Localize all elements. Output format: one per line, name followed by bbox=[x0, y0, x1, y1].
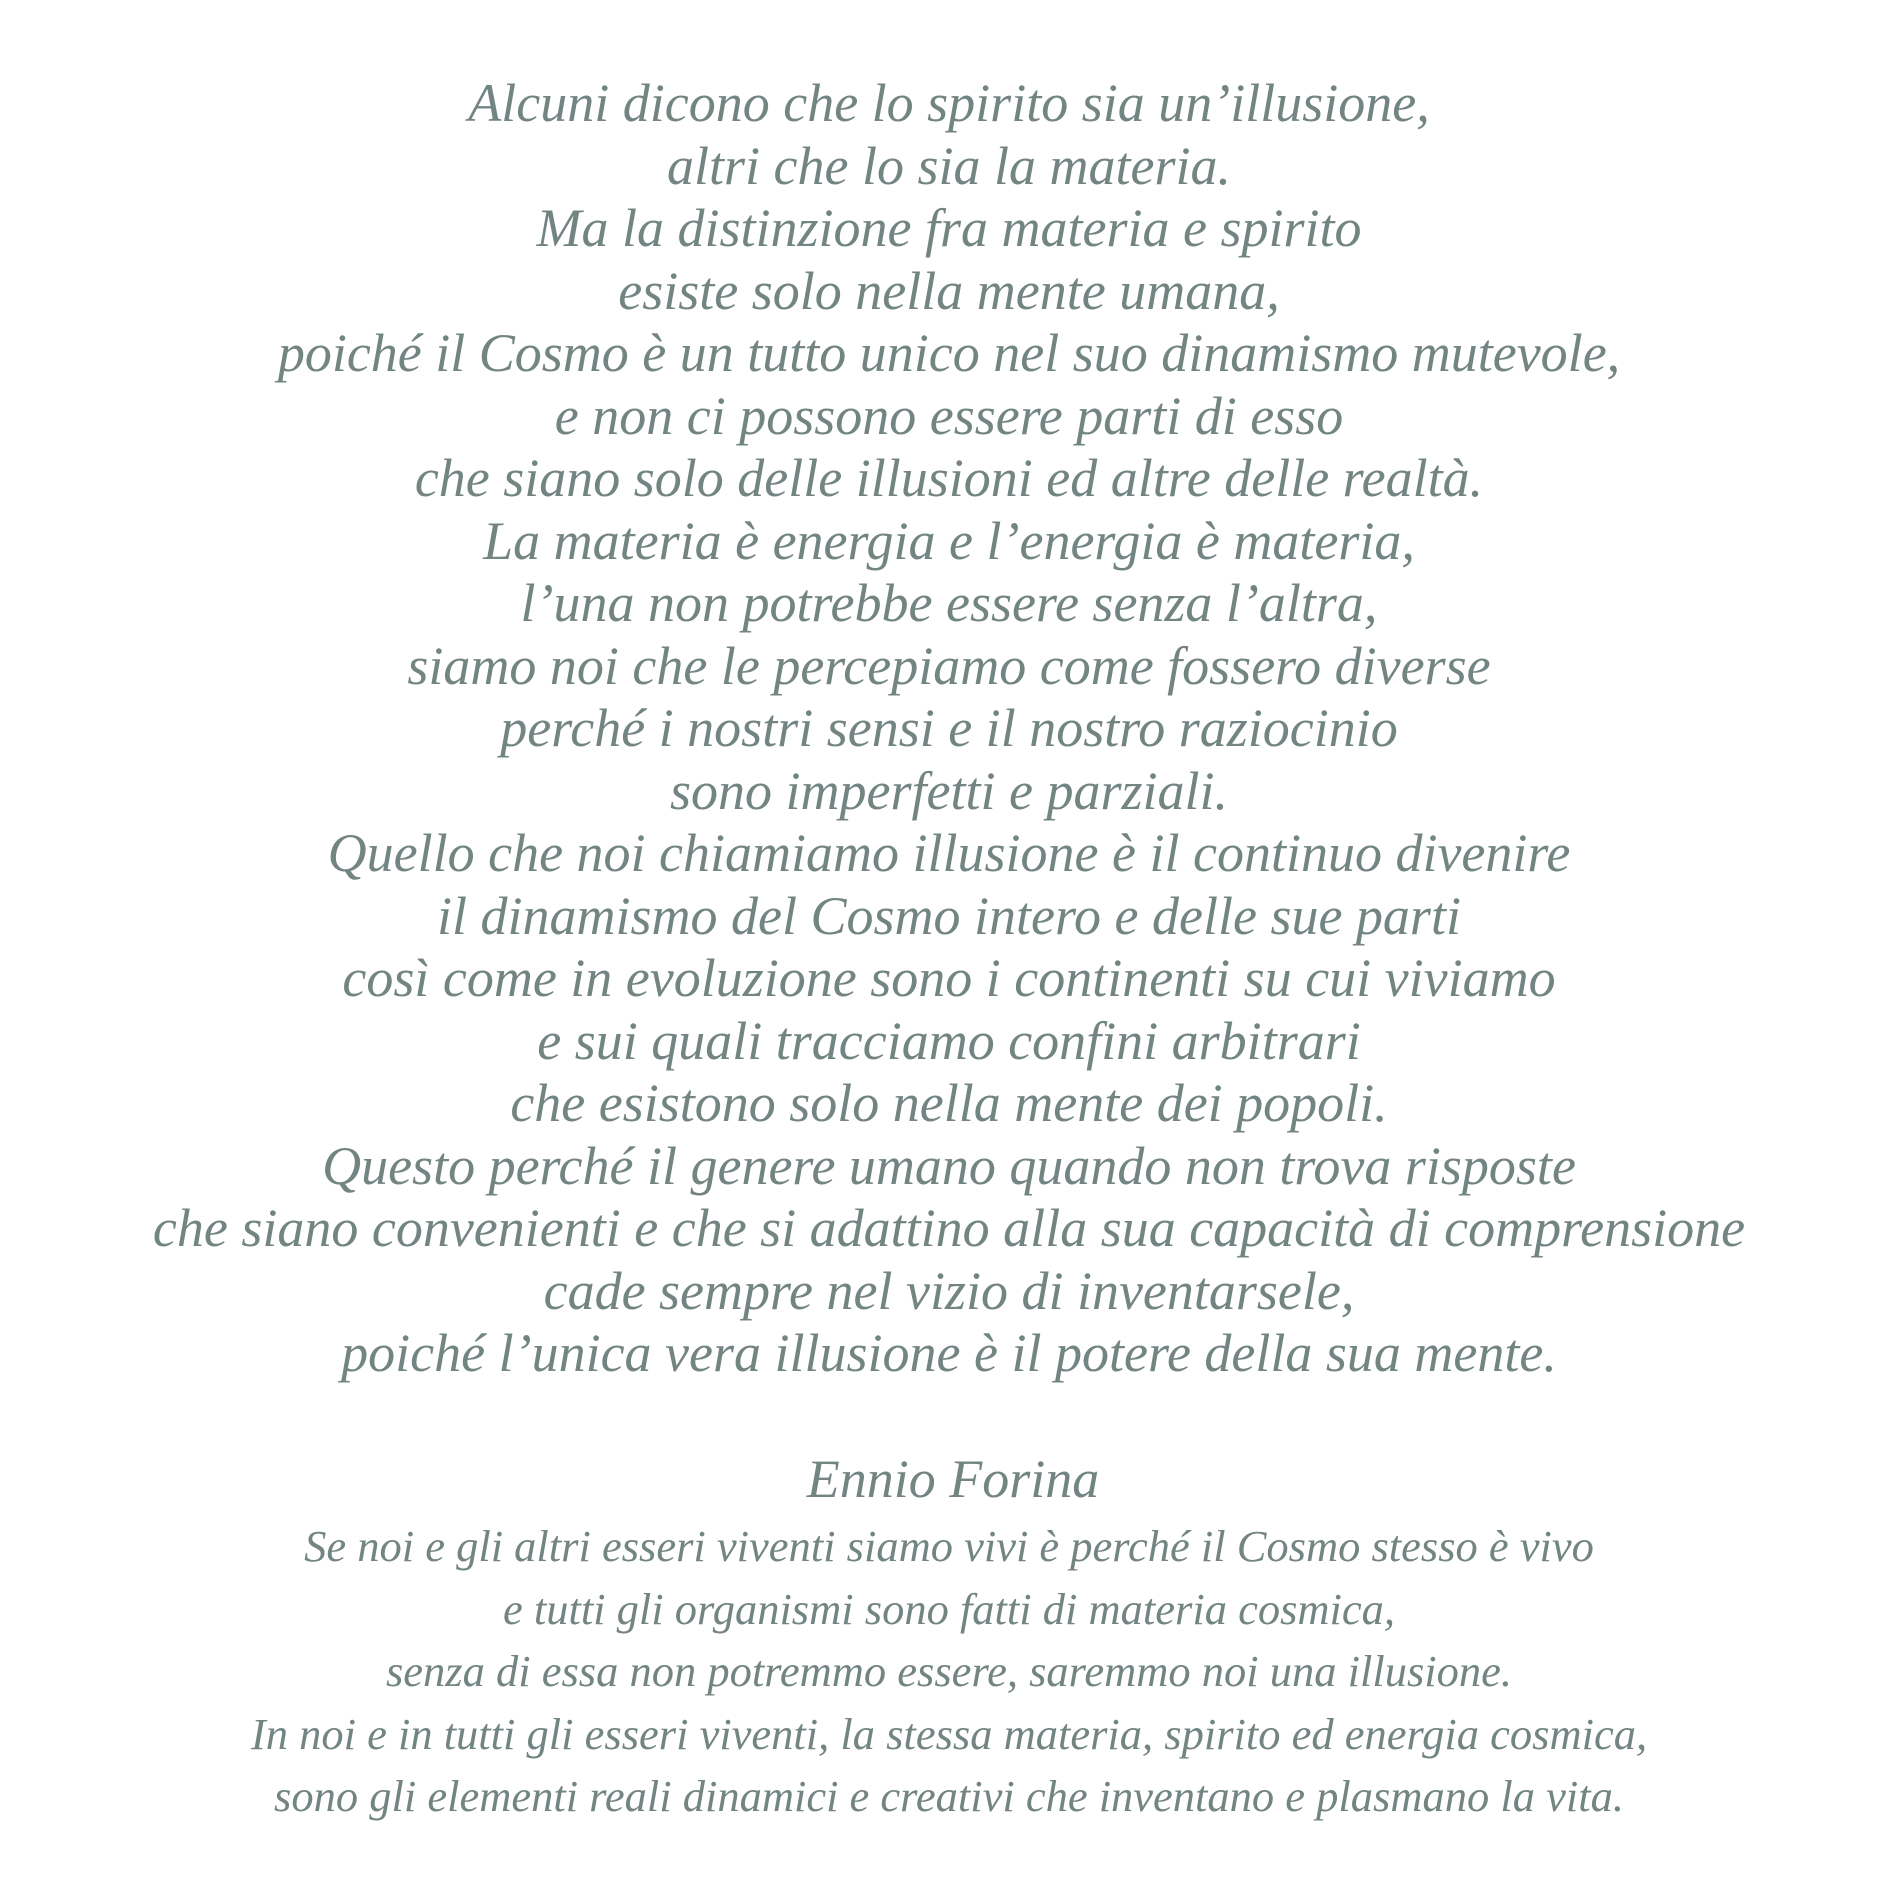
poem-line: La materia è energia e l’energia è materia, bbox=[483, 510, 1415, 571]
poem-line: così come in evoluzione sono i continenti su cui viviamo bbox=[342, 948, 1556, 1008]
footer-line: In noi e in tutti gli esseri viventi, la stessa materia, spirito ed energia cosmica, bbox=[250, 1708, 1648, 1759]
poem-line: perché i nostri sensi e il nostro raziocinio bbox=[500, 698, 1398, 758]
poem-line: che siano solo delle illusioni ed altre delle realtà. bbox=[414, 448, 1484, 508]
poem-line: Quello che noi chiamiamo illusione è il continuo divenire bbox=[327, 823, 1571, 883]
footer-line: sono gli elementi reali dinamici e creativi che inventano e plasmano la vita. bbox=[274, 1771, 1624, 1821]
poem-line: poiché il Cosmo è un tutto unico nel suo dinamismo mutevole, bbox=[277, 323, 1621, 383]
footer-verse bbox=[0, 1515, 1890, 1828]
poem-line: sono imperfetti e parziali. bbox=[670, 760, 1228, 821]
poem-line: e non ci possono essere parti di esso bbox=[554, 385, 1344, 446]
poem-line: il dinamismo del Cosmo intero e delle sue parti bbox=[437, 885, 1461, 946]
poem-line: esiste solo nella mente umana, bbox=[618, 260, 1280, 321]
footer-line: e tutti gli organismi sono fatti di materia cosmica, bbox=[502, 1583, 1396, 1634]
poem-line: l’una non potrebbe essere senza l’altra, bbox=[520, 573, 1378, 633]
poem-line: e sui quali tracciamo confini arbitrari bbox=[537, 1010, 1361, 1071]
poem-line: che esistono solo nella mente dei popoli. bbox=[510, 1073, 1388, 1133]
poem-line: Ma la distinzione fra materia e spirito bbox=[536, 198, 1362, 258]
poem-line: Questo perché il genere umano quando non trova risposte bbox=[322, 1135, 1576, 1196]
poem-line: Alcuni dicono che lo spirito sia un’illusione, bbox=[468, 73, 1430, 133]
poem-line: altri che lo sia la materia. bbox=[667, 135, 1231, 196]
footer-line: senza di essa non potremmo essere, saremmo noi una illusione. bbox=[385, 1646, 1512, 1696]
poem-line: siamo noi che le percepiamo come fossero diverse bbox=[407, 635, 1491, 696]
poem-line: poiché l’unica vera illusione è il potere della sua mente. bbox=[341, 1323, 1557, 1383]
author-signature: Ennio Forina bbox=[806, 1449, 1100, 1509]
footer-line: Se noi e gli altri esseri viventi siamo vivi è perché il Cosmo stesso è vivo bbox=[304, 1521, 1594, 1571]
poem-line: cade sempre nel vizio di inventarsele, bbox=[543, 1260, 1355, 1321]
poem-body bbox=[0, 72, 1890, 1385]
poem-line: che siano convenienti e che si adattino alla sua capacità di comprensione bbox=[152, 1198, 1746, 1258]
